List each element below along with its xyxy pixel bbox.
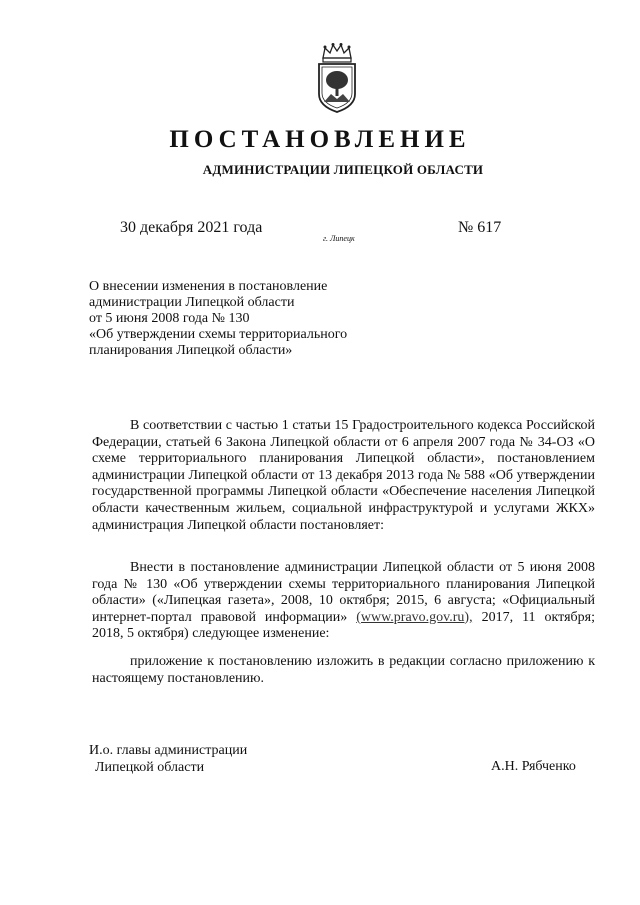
document-number: № 617: [458, 219, 502, 236]
signatory-role-line: Липецкой области: [95, 760, 205, 775]
signatory-name: А.Н. Рябченко: [491, 759, 576, 774]
subject-line: «Об утверждении схемы территориального: [89, 327, 348, 342]
document-subject: [89, 279, 409, 359]
paragraph-text: [92, 560, 595, 643]
document-city: г. Липецк: [323, 234, 355, 243]
document-title: ПОСТАНОВЛЕНИЕ: [169, 126, 471, 153]
subject-line: администрации Липецкой области: [89, 295, 295, 310]
subject-line: от 5 июня 2008 года № 130: [89, 311, 250, 326]
subject-line: планирования Липецкой области»: [89, 343, 293, 358]
coat-of-arms-icon: [315, 42, 359, 114]
body-paragraph-preamble: [92, 418, 595, 534]
paragraph-text-start: Внести в постановление администрации Липецкой области от 5 июня 2008 года № 130 «Об утверждении схемы территориального планирования Липецкой области» («Липецкая газета», 2008, 10 октября; 2015, 6 августа; «Официальный интернет-портал правовой информации»: [92, 560, 595, 625]
paragraph-text: В соответствии с частью 1 статьи 15 Градостроительного кодекса Российской Федерации, статьей 6 Закона Липецкой области от 6 апреля 2007 года № 34-ОЗ «О схеме территориального планирования Липецкой области», постановлением администрации Липецкой области от 13 декабря 2013 года № 588 «Об утверждении государственной программы Липецкой области «Обеспечение населения Липецкой области качественным жильем, социальной инфраструктурой и услугами ЖКХ» администрация Липецкой области постановляет:: [92, 418, 595, 533]
body-paragraph-change: [92, 654, 595, 687]
document-subtitle: АДМИНИСТРАЦИИ ЛИПЕЦКОЙ ОБЛАСТИ: [202, 162, 484, 177]
signatory-role: [89, 742, 247, 776]
paragraph-text-end: 2017, 11 октября; 2018, 5 октября) следующее изменение:: [92, 609, 595, 642]
body-paragraph-amendment: [92, 560, 595, 643]
signatory-role-line: И.о. главы администрации: [89, 743, 248, 758]
subject-line: О внесении изменения в постановление: [89, 279, 328, 294]
document-date: 30 декабря 2021 года: [120, 219, 263, 236]
pravo-gov-link[interactable]: (www.pravo.gov.ru),: [356, 609, 473, 625]
paragraph-text: приложение к постановлению изложить в редакции согласно приложению к настоящему постановлению.: [92, 654, 595, 686]
